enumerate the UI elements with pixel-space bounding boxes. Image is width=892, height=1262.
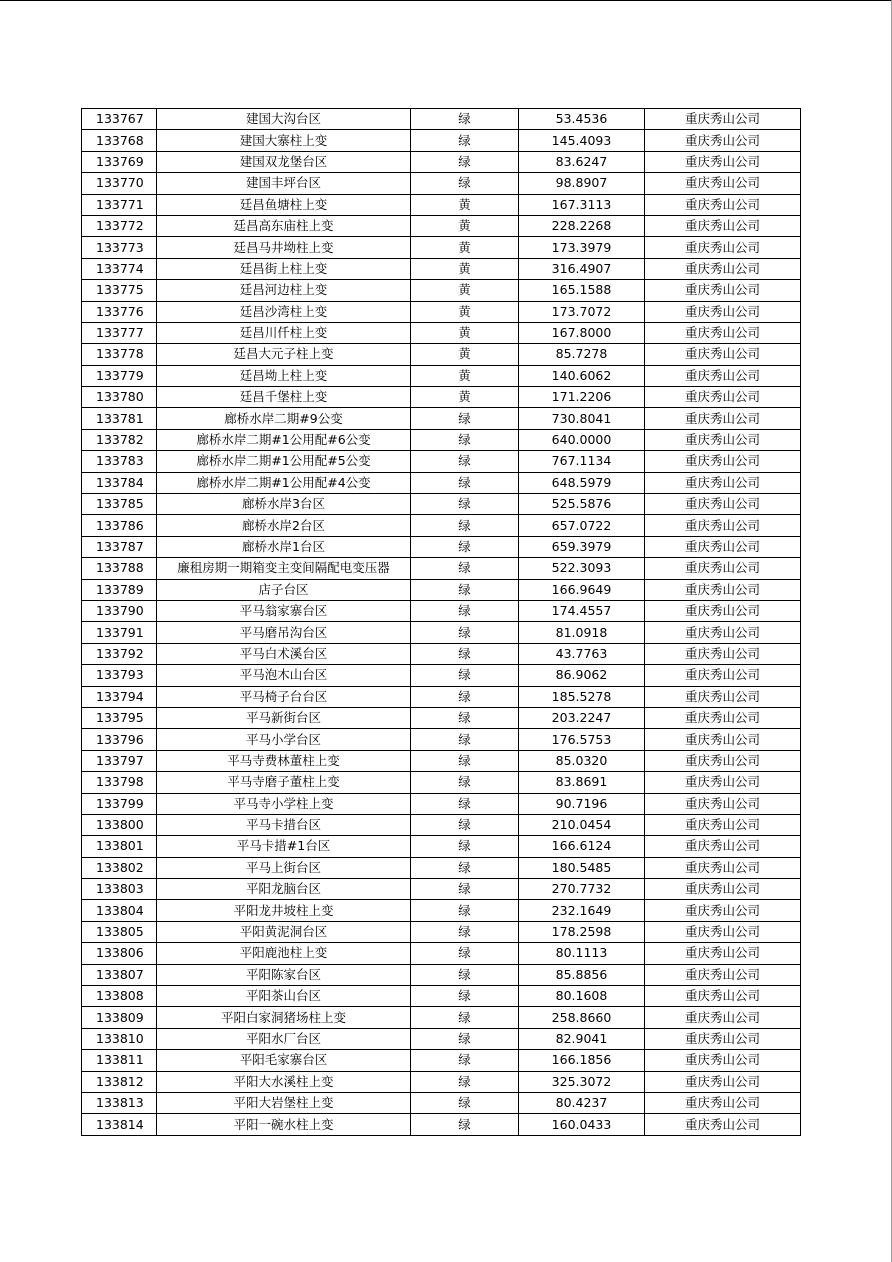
- cell-name: 平阳水厂台区: [157, 1028, 411, 1049]
- cell-name: 平阳龙井坡柱上变: [157, 900, 411, 921]
- cell-value: 316.4907: [519, 258, 645, 279]
- cell-company: 重庆秀山公司: [645, 130, 801, 151]
- cell-level: 绿: [411, 151, 519, 172]
- cell-id: 133779: [82, 365, 157, 386]
- cell-company: 重庆秀山公司: [645, 558, 801, 579]
- cell-level: 绿: [411, 643, 519, 664]
- cell-id: 133790: [82, 600, 157, 621]
- cell-company: 重庆秀山公司: [645, 258, 801, 279]
- table-row: [82, 750, 801, 771]
- cell-company: 重庆秀山公司: [645, 322, 801, 343]
- cell-value: 173.3979: [519, 237, 645, 258]
- cell-company: 重庆秀山公司: [645, 472, 801, 493]
- cell-value: 210.0454: [519, 814, 645, 835]
- cell-level: 黄: [411, 237, 519, 258]
- cell-value: 171.2206: [519, 387, 645, 408]
- cell-name: 平马寺费林董柱上变: [157, 750, 411, 771]
- cell-value: 325.3072: [519, 1071, 645, 1092]
- table-row: [82, 665, 801, 686]
- cell-value: 525.5876: [519, 494, 645, 515]
- cell-id: 133769: [82, 151, 157, 172]
- cell-value: 81.0918: [519, 622, 645, 643]
- cell-level: 绿: [411, 814, 519, 835]
- cell-name: 廷昌千堡柱上变: [157, 387, 411, 408]
- cell-value: 180.5485: [519, 857, 645, 878]
- cell-id: 133797: [82, 750, 157, 771]
- table-row: [82, 280, 801, 301]
- cell-name: 平阳茶山台区: [157, 986, 411, 1007]
- cell-value: 203.2247: [519, 707, 645, 728]
- cell-level: 绿: [411, 750, 519, 771]
- cell-level: 黄: [411, 280, 519, 301]
- table-row: [82, 622, 801, 643]
- cell-value: 145.4093: [519, 130, 645, 151]
- cell-company: 重庆秀山公司: [645, 665, 801, 686]
- cell-level: 绿: [411, 1007, 519, 1028]
- cell-name: 廊桥水岸二期#1公用配#6公变: [157, 429, 411, 450]
- cell-level: 绿: [411, 964, 519, 985]
- cell-value: 657.0722: [519, 515, 645, 536]
- cell-name: 平马泡木山台区: [157, 665, 411, 686]
- cell-company: 重庆秀山公司: [645, 836, 801, 857]
- cell-value: 173.7072: [519, 301, 645, 322]
- cell-value: 80.1608: [519, 986, 645, 1007]
- cell-value: 166.1856: [519, 1050, 645, 1071]
- cell-id: 133786: [82, 515, 157, 536]
- cell-company: 重庆秀山公司: [645, 857, 801, 878]
- cell-id: 133798: [82, 772, 157, 793]
- cell-id: 133796: [82, 729, 157, 750]
- cell-level: 绿: [411, 515, 519, 536]
- cell-value: 83.8691: [519, 772, 645, 793]
- table-row: [82, 814, 801, 835]
- cell-name: 平马椅子台台区: [157, 686, 411, 707]
- cell-level: 绿: [411, 665, 519, 686]
- cell-id: 133775: [82, 280, 157, 301]
- cell-level: 绿: [411, 686, 519, 707]
- cell-name: 平阳大岩堡柱上变: [157, 1092, 411, 1113]
- cell-id: 133778: [82, 344, 157, 365]
- cell-name: 平阳毛家寨台区: [157, 1050, 411, 1071]
- table-row: [82, 365, 801, 386]
- cell-id: 133801: [82, 836, 157, 857]
- cell-value: 83.6247: [519, 151, 645, 172]
- cell-value: 90.7196: [519, 793, 645, 814]
- cell-level: 绿: [411, 536, 519, 557]
- cell-company: 重庆秀山公司: [645, 365, 801, 386]
- cell-id: 133804: [82, 900, 157, 921]
- cell-value: 648.5979: [519, 472, 645, 493]
- cell-value: 167.3113: [519, 194, 645, 215]
- cell-value: 85.0320: [519, 750, 645, 771]
- table-row: [82, 857, 801, 878]
- cell-id: 133807: [82, 964, 157, 985]
- cell-name: 廷昌街上柱上变: [157, 258, 411, 279]
- cell-name: 廷昌高东庙柱上变: [157, 215, 411, 236]
- cell-name: 平马磨吊沟台区: [157, 622, 411, 643]
- cell-name: 建国大沟台区: [157, 109, 411, 130]
- cell-level: 绿: [411, 1028, 519, 1049]
- cell-id: 133803: [82, 879, 157, 900]
- cell-company: 重庆秀山公司: [645, 814, 801, 835]
- cell-company: 重庆秀山公司: [645, 301, 801, 322]
- cell-level: 绿: [411, 622, 519, 643]
- cell-name: 廊桥水岸二期#1公用配#4公变: [157, 472, 411, 493]
- cell-id: 133791: [82, 622, 157, 643]
- cell-value: 270.7732: [519, 879, 645, 900]
- cell-level: 黄: [411, 258, 519, 279]
- cell-value: 166.6124: [519, 836, 645, 857]
- cell-company: 重庆秀山公司: [645, 408, 801, 429]
- table-row: [82, 558, 801, 579]
- cell-value: 160.0433: [519, 1114, 645, 1135]
- cell-level: 绿: [411, 600, 519, 621]
- cell-company: 重庆秀山公司: [645, 793, 801, 814]
- cell-company: 重庆秀山公司: [645, 429, 801, 450]
- table-row: [82, 1007, 801, 1028]
- cell-name: 廊桥水岸3台区: [157, 494, 411, 515]
- cell-name: 廷昌坳上柱上变: [157, 365, 411, 386]
- cell-level: 绿: [411, 429, 519, 450]
- table-row: [82, 472, 801, 493]
- cell-id: 133771: [82, 194, 157, 215]
- cell-value: 43.7763: [519, 643, 645, 664]
- cell-level: 绿: [411, 921, 519, 942]
- cell-level: 黄: [411, 322, 519, 343]
- table-row: [82, 1050, 801, 1071]
- table-row: [82, 301, 801, 322]
- cell-id: 133770: [82, 173, 157, 194]
- cell-id: 133789: [82, 579, 157, 600]
- cell-company: 重庆秀山公司: [645, 986, 801, 1007]
- cell-company: 重庆秀山公司: [645, 943, 801, 964]
- cell-level: 绿: [411, 173, 519, 194]
- cell-company: 重庆秀山公司: [645, 344, 801, 365]
- cell-id: 133810: [82, 1028, 157, 1049]
- cell-id: 133812: [82, 1071, 157, 1092]
- cell-level: 绿: [411, 558, 519, 579]
- cell-name: 平马寺小学柱上变: [157, 793, 411, 814]
- table-row: [82, 237, 801, 258]
- cell-value: 232.1649: [519, 900, 645, 921]
- cell-company: 重庆秀山公司: [645, 173, 801, 194]
- cell-company: 重庆秀山公司: [645, 451, 801, 472]
- table-row: [82, 1092, 801, 1113]
- table-row: [82, 986, 801, 1007]
- cell-level: 绿: [411, 1050, 519, 1071]
- cell-id: 133768: [82, 130, 157, 151]
- cell-id: 133809: [82, 1007, 157, 1028]
- cell-name: 平马新街台区: [157, 707, 411, 728]
- table-row: [82, 344, 801, 365]
- cell-company: 重庆秀山公司: [645, 772, 801, 793]
- cell-id: 133805: [82, 921, 157, 942]
- cell-company: 重庆秀山公司: [645, 387, 801, 408]
- cell-level: 黄: [411, 387, 519, 408]
- cell-level: 黄: [411, 301, 519, 322]
- cell-id: 133776: [82, 301, 157, 322]
- table-body: [82, 109, 801, 1136]
- cell-id: 133806: [82, 943, 157, 964]
- cell-name: 平阳大水溪柱上变: [157, 1071, 411, 1092]
- cell-level: 绿: [411, 1092, 519, 1113]
- cell-id: 133773: [82, 237, 157, 258]
- cell-company: 重庆秀山公司: [645, 900, 801, 921]
- cell-value: 85.7278: [519, 344, 645, 365]
- cell-id: 133785: [82, 494, 157, 515]
- cell-company: 重庆秀山公司: [645, 280, 801, 301]
- cell-level: 绿: [411, 879, 519, 900]
- cell-name: 平阳一碗水柱上变: [157, 1114, 411, 1135]
- cell-company: 重庆秀山公司: [645, 1114, 801, 1135]
- table-row: [82, 943, 801, 964]
- cell-name: 平阳龙脑台区: [157, 879, 411, 900]
- cell-value: 82.9041: [519, 1028, 645, 1049]
- cell-company: 重庆秀山公司: [645, 536, 801, 557]
- table-row: [82, 151, 801, 172]
- cell-name: 平阳黄泥洞台区: [157, 921, 411, 942]
- cell-id: 133787: [82, 536, 157, 557]
- table-row: [82, 964, 801, 985]
- cell-company: 重庆秀山公司: [645, 686, 801, 707]
- cell-company: 重庆秀山公司: [645, 964, 801, 985]
- cell-value: 166.9649: [519, 579, 645, 600]
- table-row: [82, 194, 801, 215]
- cell-id: 133782: [82, 429, 157, 450]
- cell-level: 黄: [411, 344, 519, 365]
- cell-name: 平马寺磨子董柱上变: [157, 772, 411, 793]
- table-row: [82, 643, 801, 664]
- table-row: [82, 1071, 801, 1092]
- cell-level: 绿: [411, 472, 519, 493]
- cell-level: 黄: [411, 194, 519, 215]
- cell-value: 174.4557: [519, 600, 645, 621]
- table-row: [82, 879, 801, 900]
- cell-level: 绿: [411, 408, 519, 429]
- table-row: [82, 1114, 801, 1135]
- cell-name: 廷昌大元子柱上变: [157, 344, 411, 365]
- cell-level: 绿: [411, 943, 519, 964]
- cell-level: 绿: [411, 494, 519, 515]
- cell-id: 133783: [82, 451, 157, 472]
- cell-company: 重庆秀山公司: [645, 1007, 801, 1028]
- cell-company: 重庆秀山公司: [645, 600, 801, 621]
- table-row: [82, 729, 801, 750]
- cell-id: 133802: [82, 857, 157, 878]
- cell-company: 重庆秀山公司: [645, 1050, 801, 1071]
- cell-name: 廊桥水岸二期#9公变: [157, 408, 411, 429]
- cell-company: 重庆秀山公司: [645, 237, 801, 258]
- cell-name: 廷昌河边柱上变: [157, 280, 411, 301]
- cell-level: 绿: [411, 1114, 519, 1135]
- cell-id: 133811: [82, 1050, 157, 1071]
- cell-name: 平阳白家洞猪场柱上变: [157, 1007, 411, 1028]
- cell-company: 重庆秀山公司: [645, 109, 801, 130]
- cell-value: 659.3979: [519, 536, 645, 557]
- cell-value: 767.1134: [519, 451, 645, 472]
- cell-name: 平马卡措#1台区: [157, 836, 411, 857]
- cell-name: 平马白术溪台区: [157, 643, 411, 664]
- data-table: [81, 108, 801, 1136]
- cell-name: 店子台区: [157, 579, 411, 600]
- cell-company: 重庆秀山公司: [645, 579, 801, 600]
- cell-name: 廉租房期一期箱变主变间隔配电变压器: [157, 558, 411, 579]
- cell-name: 建国双龙堡台区: [157, 151, 411, 172]
- cell-id: 133792: [82, 643, 157, 664]
- table-row: [82, 215, 801, 236]
- cell-company: 重庆秀山公司: [645, 921, 801, 942]
- cell-company: 重庆秀山公司: [645, 494, 801, 515]
- table-row: [82, 707, 801, 728]
- table-row: [82, 173, 801, 194]
- cell-level: 绿: [411, 836, 519, 857]
- cell-id: 133774: [82, 258, 157, 279]
- page-top-border: [0, 0, 892, 1]
- table-row: [82, 686, 801, 707]
- table-row: [82, 921, 801, 942]
- table-row: [82, 536, 801, 557]
- cell-name: 平阳鹿池柱上变: [157, 943, 411, 964]
- cell-level: 绿: [411, 707, 519, 728]
- cell-id: 133772: [82, 215, 157, 236]
- cell-name: 平马翁家寨台区: [157, 600, 411, 621]
- cell-id: 133781: [82, 408, 157, 429]
- table-row: [82, 579, 801, 600]
- table-row: [82, 451, 801, 472]
- cell-company: 重庆秀山公司: [645, 194, 801, 215]
- cell-value: 80.1113: [519, 943, 645, 964]
- cell-level: 绿: [411, 857, 519, 878]
- cell-name: 廊桥水岸二期#1公用配#5公变: [157, 451, 411, 472]
- cell-level: 绿: [411, 986, 519, 1007]
- cell-company: 重庆秀山公司: [645, 151, 801, 172]
- table-row: [82, 387, 801, 408]
- table-row: [82, 494, 801, 515]
- cell-id: 133795: [82, 707, 157, 728]
- cell-level: 黄: [411, 365, 519, 386]
- cell-name: 廷昌鱼塘柱上变: [157, 194, 411, 215]
- cell-level: 绿: [411, 579, 519, 600]
- cell-value: 730.8041: [519, 408, 645, 429]
- cell-level: 绿: [411, 1071, 519, 1092]
- cell-id: 133799: [82, 793, 157, 814]
- cell-value: 86.9062: [519, 665, 645, 686]
- cell-level: 绿: [411, 900, 519, 921]
- cell-value: 167.8000: [519, 322, 645, 343]
- cell-value: 228.2268: [519, 215, 645, 236]
- table-row: [82, 900, 801, 921]
- cell-id: 133800: [82, 814, 157, 835]
- table-row: [82, 836, 801, 857]
- cell-value: 85.8856: [519, 964, 645, 985]
- cell-value: 178.2598: [519, 921, 645, 942]
- cell-id: 133793: [82, 665, 157, 686]
- cell-company: 重庆秀山公司: [645, 1092, 801, 1113]
- cell-value: 185.5278: [519, 686, 645, 707]
- table-row: [82, 408, 801, 429]
- cell-company: 重庆秀山公司: [645, 750, 801, 771]
- cell-name: 廊桥水岸1台区: [157, 536, 411, 557]
- cell-company: 重庆秀山公司: [645, 1071, 801, 1092]
- cell-company: 重庆秀山公司: [645, 515, 801, 536]
- table-row: [82, 1028, 801, 1049]
- cell-value: 165.1588: [519, 280, 645, 301]
- cell-name: 平马卡措台区: [157, 814, 411, 835]
- table-row: [82, 793, 801, 814]
- cell-value: 522.3093: [519, 558, 645, 579]
- cell-name: 廷昌马井坳柱上变: [157, 237, 411, 258]
- cell-name: 平马上街台区: [157, 857, 411, 878]
- cell-value: 640.0000: [519, 429, 645, 450]
- cell-level: 黄: [411, 215, 519, 236]
- cell-company: 重庆秀山公司: [645, 215, 801, 236]
- cell-level: 绿: [411, 729, 519, 750]
- table-row: [82, 772, 801, 793]
- cell-value: 258.8660: [519, 1007, 645, 1028]
- cell-id: 133784: [82, 472, 157, 493]
- cell-name: 廊桥水岸2台区: [157, 515, 411, 536]
- cell-id: 133808: [82, 986, 157, 1007]
- cell-id: 133814: [82, 1114, 157, 1135]
- cell-value: 176.5753: [519, 729, 645, 750]
- cell-company: 重庆秀山公司: [645, 879, 801, 900]
- cell-name: 平阳陈家台区: [157, 964, 411, 985]
- cell-name: 廷昌沙湾柱上变: [157, 301, 411, 322]
- cell-level: 绿: [411, 451, 519, 472]
- cell-company: 重庆秀山公司: [645, 707, 801, 728]
- cell-name: 廷昌川仟柱上变: [157, 322, 411, 343]
- cell-company: 重庆秀山公司: [645, 622, 801, 643]
- cell-value: 80.4237: [519, 1092, 645, 1113]
- table-row: [82, 322, 801, 343]
- cell-company: 重庆秀山公司: [645, 643, 801, 664]
- cell-name: 建国大寨柱上变: [157, 130, 411, 151]
- table-row: [82, 258, 801, 279]
- table-row: [82, 109, 801, 130]
- cell-id: 133788: [82, 558, 157, 579]
- cell-id: 133780: [82, 387, 157, 408]
- cell-company: 重庆秀山公司: [645, 1028, 801, 1049]
- cell-value: 98.8907: [519, 173, 645, 194]
- cell-id: 133767: [82, 109, 157, 130]
- cell-level: 绿: [411, 109, 519, 130]
- cell-level: 绿: [411, 772, 519, 793]
- table-row: [82, 429, 801, 450]
- cell-name: 平马小学台区: [157, 729, 411, 750]
- cell-level: 绿: [411, 793, 519, 814]
- cell-value: 53.4536: [519, 109, 645, 130]
- cell-level: 绿: [411, 130, 519, 151]
- table-row: [82, 600, 801, 621]
- cell-id: 133813: [82, 1092, 157, 1113]
- cell-id: 133777: [82, 322, 157, 343]
- cell-company: 重庆秀山公司: [645, 729, 801, 750]
- table-row: [82, 515, 801, 536]
- table-row: [82, 130, 801, 151]
- cell-value: 140.6062: [519, 365, 645, 386]
- cell-name: 建国丰坪台区: [157, 173, 411, 194]
- cell-id: 133794: [82, 686, 157, 707]
